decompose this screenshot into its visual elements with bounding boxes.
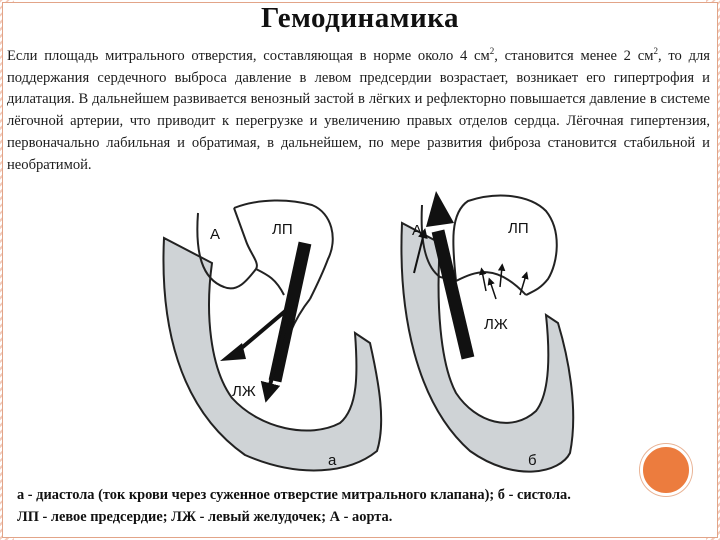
superscript-1: 2 — [489, 46, 495, 56]
paragraph-part-2: , становится менее 2 см — [494, 47, 654, 64]
panel-a-label-left-ventricle: ЛЖ — [232, 383, 256, 400]
panel-b-label-aorta: А — [412, 222, 423, 239]
heart-hemodynamics-diagram — [150, 183, 580, 473]
panel-a-diastole — [163, 200, 381, 470]
panel-b-regurg-arrow-2 — [500, 267, 502, 287]
panel-a-label-left-atrium: ЛП — [272, 221, 293, 238]
panel-b-regurg-arrow-3 — [490, 281, 496, 299]
panel-b-label: б — [528, 452, 537, 469]
paragraph-part-3: , то для поддержания сердечного выброса давление в левом предсердии возрастает, возникает его гипертрофия и дилатация. В дальнейшем развивается венозный застой в лёгких и рефлекторно повышается давление в системе лёгочной артерии, что приводит к перегрузке и увеличению правых отделов сердца. Лёгочная гипертензия, первоначально лабильная и обратимая, в дальнейшем, по мере развития фиброза становится стабильной и необратимой. — [7, 47, 710, 173]
panel-b-atrium-outline — [453, 196, 556, 295]
body-paragraph — [7, 41, 710, 177]
panel-a-ventricle-wall — [163, 238, 381, 470]
panel-b-systole — [401, 191, 573, 472]
panel-a-label: а — [328, 452, 337, 469]
panel-a-label-aorta: А — [210, 226, 221, 243]
caption-line-2: ЛП - левое предсердие; ЛЖ - левый желудочек; А - аорта. — [17, 509, 393, 525]
panel-b-label-left-atrium: ЛП — [508, 220, 529, 237]
panel-b-label-left-ventricle: ЛЖ — [484, 316, 508, 333]
figure-caption — [17, 484, 714, 528]
slide-title: Гемодинамика — [261, 2, 459, 34]
caption-line-1: а - диастола (ток крови через суженное отверстие митрального клапана); б - систола. — [17, 487, 571, 503]
panel-b-regurg-arrow-1 — [482, 271, 486, 291]
paragraph-part-1: Если площадь митрального отверстия, составляющая в норме около 4 см — [7, 47, 490, 64]
superscript-2: 2 — [653, 46, 658, 56]
panel-b-flow-arrowhead — [426, 191, 454, 227]
